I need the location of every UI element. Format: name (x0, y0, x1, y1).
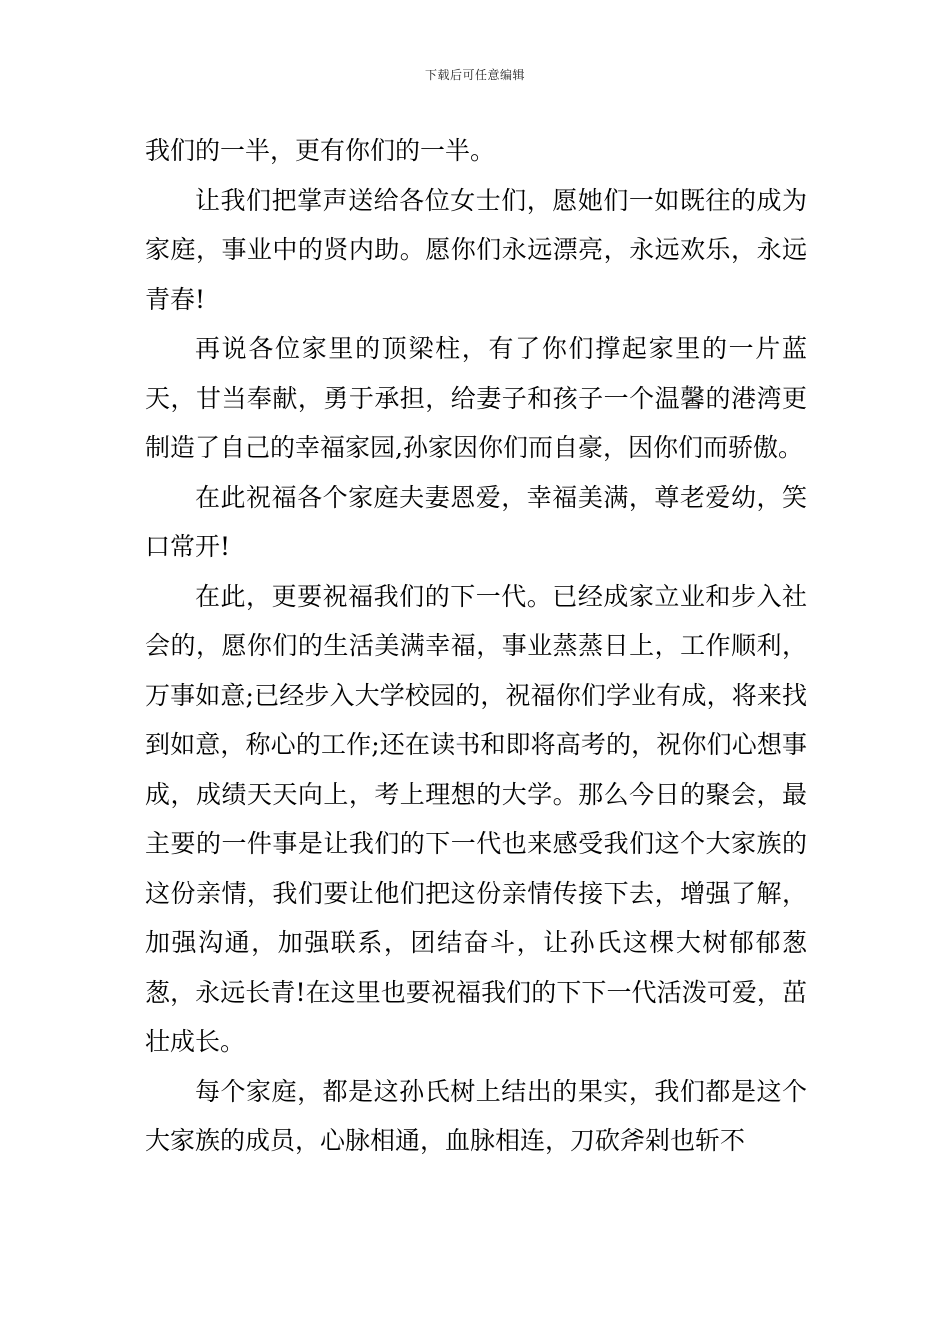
document-body (145, 126, 807, 1166)
paragraph-family-tree: 每个家庭，都是这孙氏树上结出的果实，我们都是这个大家族的成员，心脉相通，血脉相连，刀砍斧剁也斩不 (145, 1076, 807, 1155)
paragraph-men-blessing: 再说各位家里的顶梁柱，有了你们撑起家里的一片蓝天，甘当奉献，勇于承担，给妻子和孩子一个温馨的港湾更制造了自己的幸福家园,孙家因你们而自豪，因你们而骄傲。 (145, 334, 807, 462)
paragraph-women-blessing: 让我们把掌声送给各位女士们，愿她们一如既往的成为家庭，事业中的贤内助。愿你们永远漂亮，永远欢乐，永远青春! (145, 185, 807, 314)
paragraph-family-blessing: 在此祝福各个家庭夫妻恩爱，幸福美满，尊老爱幼，笑口常开! (145, 482, 807, 561)
paragraph-continued: 我们的一半，更有你们的一半。 (145, 136, 496, 165)
paragraph-next-generation: 在此，更要祝福我们的下一代。已经成家立业和步入社会的，愿你们的生活美满幸福，事业蒸蒸日上，工作顺利，万事如意;已经步入大学校园的，祝福你们学业有成，将来找到如意，称心的工作;还在读书和即将高考的，祝你们心想事成，成绩天天向上，考上理想的大学。那么今日的聚会，最主要的一件事是让我们的下一代也来感受我们这个大家族的这份亲情，我们要让他们把这份亲情传接下去，增强了解，加强沟通，加强联系，团结奋斗，让孙氏这棵大树郁郁葱葱，永远长青!在这里也要祝福我们的下下一代活泼可爱，茁壮成长。 (145, 581, 807, 1056)
page-header: 下载后可任意编辑 (424, 68, 525, 82)
